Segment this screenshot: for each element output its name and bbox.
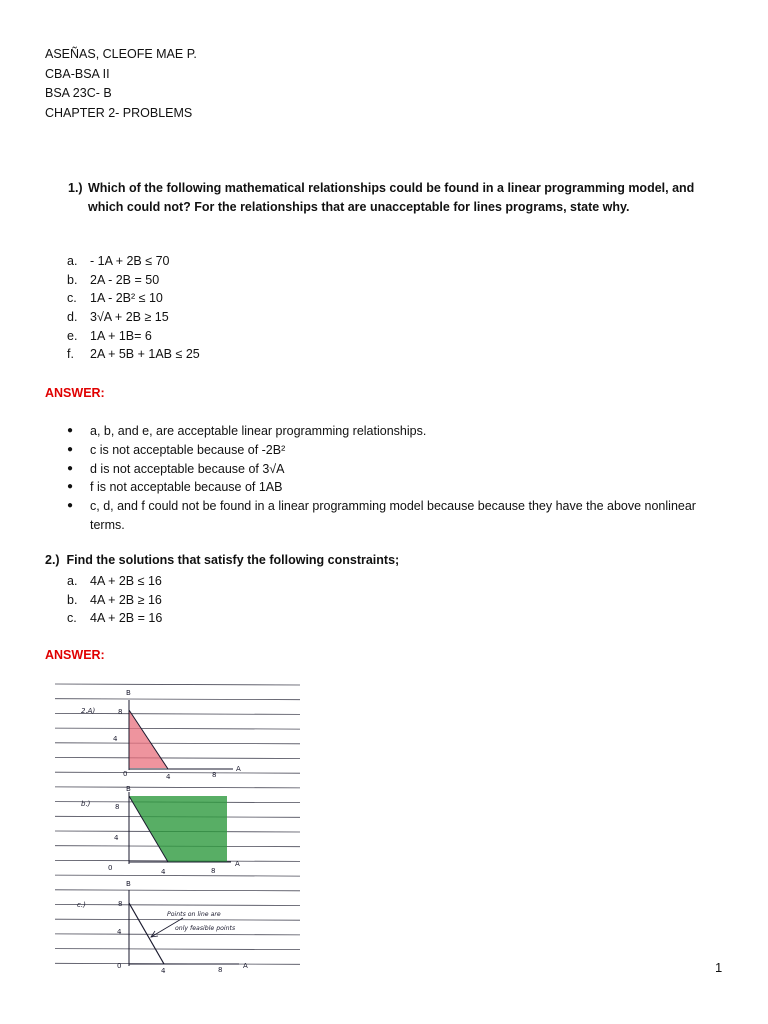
question-2-text: Find the solutions that satisfy the following constraints;: [66, 553, 400, 567]
graph-b-x-axis-label: A: [235, 860, 240, 868]
list-item: ● d is not acceptable because of 3√A: [67, 461, 285, 476]
graph-c-label: c.): [77, 901, 86, 909]
ruled-line: [55, 787, 300, 788]
option-item: b. 2A - 2B = 50: [67, 272, 160, 287]
question-2: [45, 553, 399, 567]
ruled-line: [55, 949, 300, 950]
graph-a: [81, 689, 241, 781]
option-item: d. 3√A + 2B ≥ 15: [67, 310, 169, 325]
graph-a-y-tick: 4: [113, 735, 118, 743]
graph-a-label: 2.A): [81, 707, 96, 715]
question-1: [68, 179, 708, 217]
question-1-number: 1.): [68, 181, 83, 195]
graph-c-x-tick: 0: [117, 962, 122, 970]
page-number: 1: [715, 960, 723, 975]
ruled-line: [55, 684, 300, 685]
graph-b: [81, 785, 240, 876]
graph-a-x-tick: 4: [166, 773, 171, 781]
graph-b-x-tick: 0: [108, 864, 113, 872]
answer-label-1: ANSWER:: [45, 386, 105, 400]
ruled-line: [55, 905, 300, 906]
ruled-line: [55, 728, 300, 729]
section: BSA 23C- B: [45, 86, 112, 100]
graph-c-note: Points on line are: [167, 911, 221, 918]
ruled-line: [55, 743, 300, 744]
option-item: e. 1A + 1B= 6: [67, 328, 152, 343]
option-item: a. 4A + 2B ≤ 16: [67, 574, 162, 588]
list-item: ● c, d, and f could not be found in a linear programming model because because they have the above nonlinear terms.: [67, 499, 696, 532]
graph-c-note: only feasible points: [175, 925, 236, 932]
question-1-options: [67, 252, 200, 364]
graph-c-x-tick: 4: [161, 967, 166, 975]
option-item: c. 1A - 2B² ≤ 10: [67, 291, 163, 306]
graph-c-x-axis-label: A: [243, 962, 248, 970]
feasible-region-b: [129, 796, 227, 862]
hand-drawn-graphs: [55, 678, 300, 978]
ruled-line: [55, 919, 300, 920]
option-item: c. 4A + 2B = 16: [67, 611, 163, 626]
graph-c-y-tick: 8: [118, 900, 123, 908]
graph-a-x-tick: 0: [123, 770, 128, 778]
graph-c-y-axis-label: B: [126, 880, 131, 888]
ruled-line: [55, 890, 300, 891]
graph-a-x-tick: 8: [212, 771, 217, 779]
graph-b-label: b.): [81, 800, 91, 808]
option-item: a. - 1A + 2B ≤ 70: [67, 254, 170, 268]
graph-b-y-axis-label: B: [126, 785, 131, 793]
option-item: b. 4A + 2B ≥ 16: [67, 592, 162, 607]
option-item: f. 2A + 5B + 1AB ≤ 25: [67, 347, 200, 362]
question-1-text: Which of the following mathematical relationships could be found in a linear programming model, and which could not? For the relationships that are unacceptable for lines programs, state why.: [88, 181, 695, 214]
list-item: ● f is not acceptable because of 1AB: [67, 480, 283, 495]
ruled-line: [55, 934, 300, 935]
student-name: ASEÑAS, CLEOFE MAE P.: [45, 47, 197, 61]
graph-b-y-tick: 4: [114, 834, 119, 842]
graph-b-x-tick: 8: [211, 867, 216, 875]
graph-b-x-tick: 4: [161, 868, 166, 876]
answer-label-2: ANSWER:: [45, 648, 105, 662]
question-2-options: [67, 572, 162, 628]
question-2-number: 2.): [45, 553, 60, 567]
graph-a-x-axis-label: A: [236, 765, 241, 773]
graph-a-y-axis-label: B: [126, 689, 131, 697]
list-item: ● c is not acceptable because of -2B²: [67, 442, 286, 457]
ruled-line: [55, 875, 300, 876]
program: CBA-BSA II: [45, 66, 110, 81]
list-item: ● a, b, and e, are acceptable linear programming relationships.: [67, 424, 427, 438]
answer-list: [67, 422, 727, 535]
graph-c-x-tick: 8: [218, 966, 223, 974]
ruled-line: [55, 758, 300, 759]
ruled-line: [55, 772, 300, 773]
graph-b-y-tick: 8: [115, 803, 120, 811]
chapter-title: CHAPTER 2- PROBLEMS: [45, 105, 193, 120]
graph-a-y-tick: 8: [118, 708, 123, 716]
graph-c-y-tick: 4: [117, 928, 122, 936]
document-header: [45, 45, 197, 123]
ruled-line: [55, 699, 300, 700]
graph-c: [77, 880, 248, 975]
